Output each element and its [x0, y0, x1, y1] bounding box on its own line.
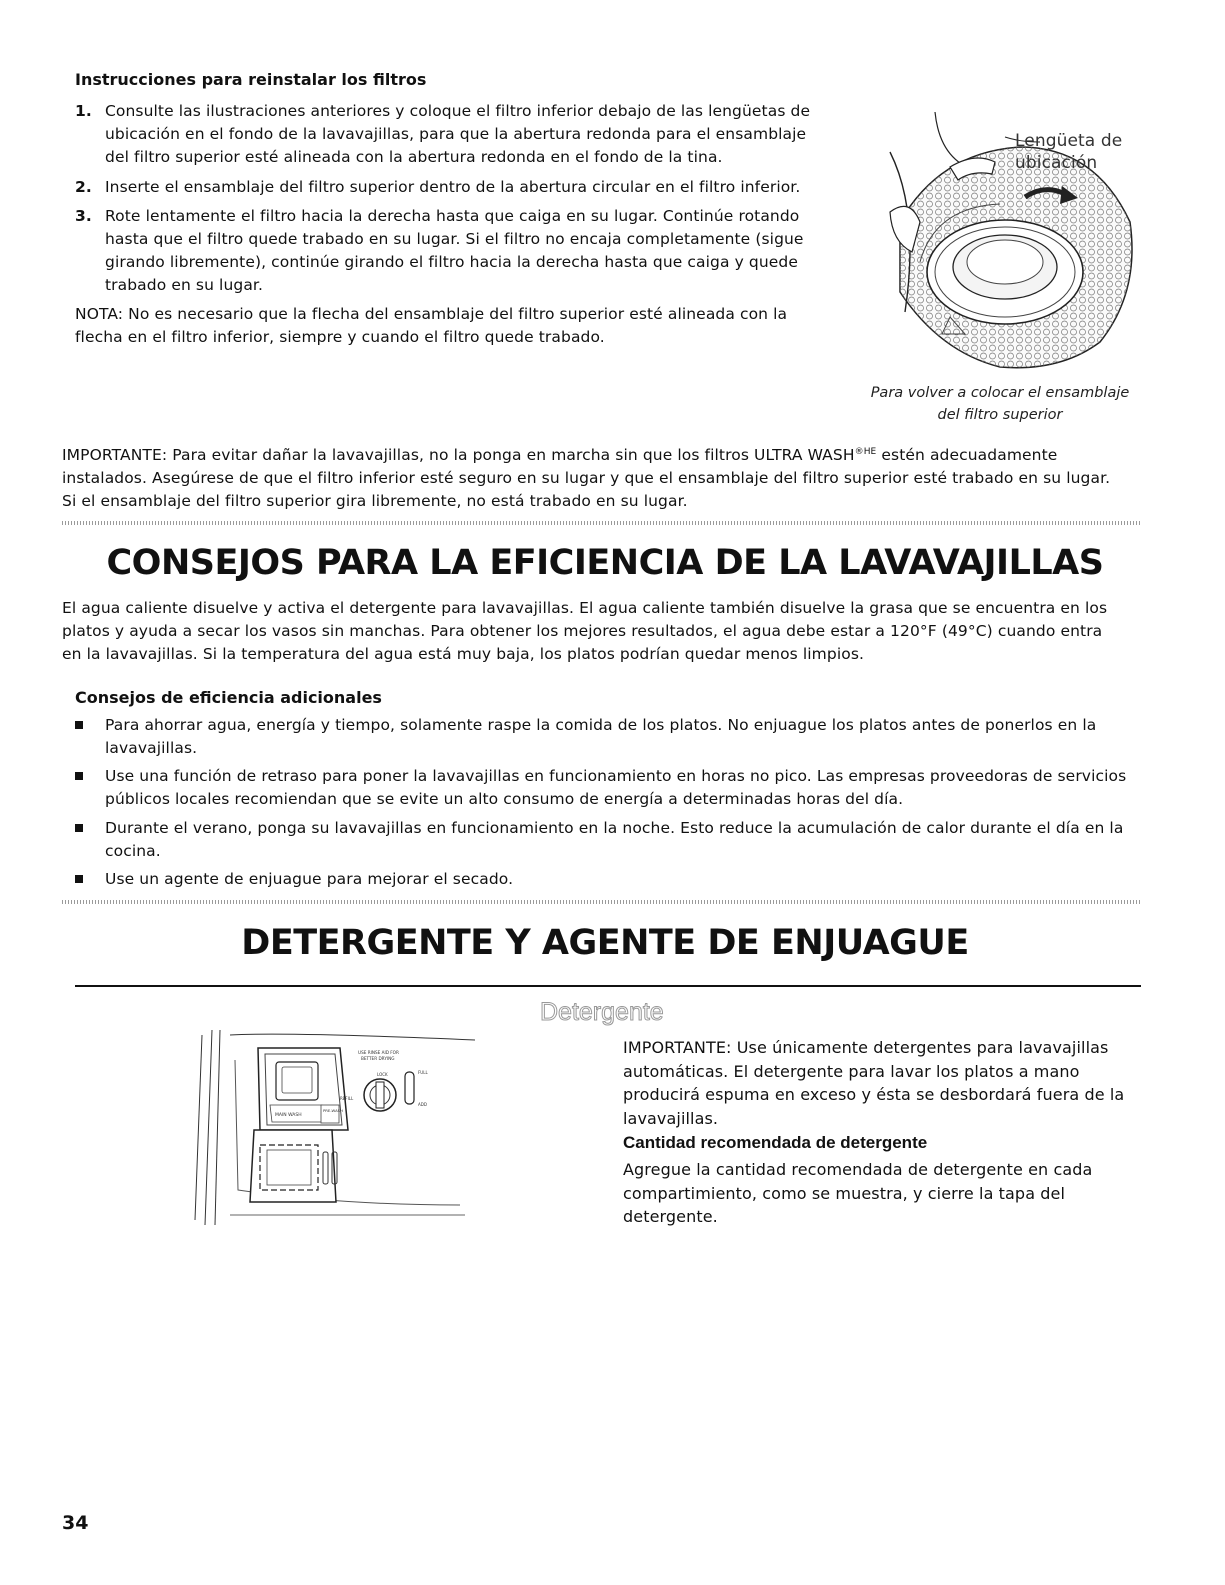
trademark-sup: ®HE: [854, 447, 877, 457]
dispenser-drawing: [190, 1030, 475, 1230]
detergent-title: DETERGENTE Y AGENTE DE ENJUAGUE: [241, 923, 969, 963]
important-line: automáticas. El detergente para lavar los platos a mano: [623, 1061, 1080, 1081]
figure-label: [1015, 130, 1122, 174]
important-label: IMPORTANTE:: [62, 446, 168, 465]
efficiency-intro: [62, 597, 1152, 666]
intro-line: platos y ayuda a secar los vasos sin manchas. Para obtener los mejores resultados, el agua debe estar a 120°F (49°C) cuando entra: [62, 622, 1103, 640]
main-wash-label: MAIN WASH: [275, 1113, 302, 1118]
detergent-important: [623, 1036, 1143, 1130]
refill-label: REFILL: [340, 1096, 354, 1101]
better-drying-label: BETTER DRYING: [361, 1056, 395, 1061]
step-line: del filtro superior esté alineada con la abertura redonda en el fondo de la tina.: [105, 148, 723, 166]
important-text: estén adecuadamente: [876, 446, 1058, 465]
bullet-line: Use un agente de enjuague para mejorar el secado.: [105, 870, 514, 888]
pre-wash-label: PRE-WASH: [323, 1108, 343, 1113]
intro-line: El agua caliente disuelve y activa el detergente para lavavajillas. El agua caliente también disuelve la grasa que se encuentra en los: [62, 599, 1108, 617]
step-line: Consulte las ilustraciones anteriores y coloque el filtro inferior debajo de las lengüetas de: [105, 102, 811, 120]
note-label: NOTA:: [75, 305, 124, 323]
amount-line: detergente.: [623, 1207, 718, 1226]
divider: [62, 521, 1142, 525]
bullet-line: públicos locales recomiendan que se evite un alto consumo de energía a determinadas horas del día.: [105, 790, 904, 808]
lock-label: LOCK: [377, 1072, 388, 1077]
step-number: 3.: [75, 207, 92, 225]
figure-label-line: ubicación: [1015, 153, 1098, 173]
step-line: hasta que el filtro quede trabado en su lugar. Si el filtro no encaja completamente (sigue: [105, 230, 804, 248]
amount-line: Agregue la cantidad recomendada de detergente en cada: [623, 1160, 1093, 1179]
step-line: ubicación en el fondo de la lavavajillas, para que la abertura redonda para el ensamblaje: [105, 125, 807, 143]
important-line: Use únicamente detergentes para lavavajillas: [731, 1038, 1109, 1057]
efficiency-title: CONSEJOS PARA LA EFICIENCIA DE LA LAVAVAJILLAS: [106, 543, 1104, 583]
bullet-icon: [75, 824, 83, 832]
bullet-icon: [75, 721, 83, 729]
add-label: ADD: [418, 1102, 427, 1107]
step-line: girando libremente), continúe girando el filtro hacia la derecha hasta que caiga y quede: [105, 253, 798, 271]
page-number: 34: [62, 1512, 89, 1534]
caption-line: del filtro superior: [937, 407, 1063, 423]
rinse-aid-label: USE RINSE AID FOR: [358, 1050, 399, 1055]
caption-line: Para volver a colocar el ensamblaje: [870, 385, 1130, 401]
reinstall-heading: Instrucciones para reinstalar los filtros: [75, 70, 427, 89]
note-line: flecha en el filtro inferior, siempre y cuando el filtro quede trabado.: [75, 328, 605, 346]
note: [75, 303, 875, 349]
detergent-subtitle: Detergente: [540, 998, 664, 1026]
figure-caption: [850, 382, 1150, 426]
important-text: Si el ensamblaje del filtro superior gira libremente, no está trabado en su lugar.: [62, 492, 688, 511]
step-number: 2.: [75, 178, 92, 196]
figure-label-line: Lengüeta de: [1015, 131, 1123, 151]
dispenser-illustration: [190, 1030, 475, 1230]
step-number: 1.: [75, 102, 92, 120]
bullet-line: Para ahorrar agua, energía y tiempo, solamente raspe la comida de los platos. No enjuague los platos antes de ponerlos en la: [105, 716, 1097, 734]
bullet-icon: [75, 875, 83, 883]
bullet-icon: [75, 772, 83, 780]
full-label: FULL: [418, 1070, 428, 1075]
section-rule: [75, 985, 1141, 987]
step-line: trabado en su lugar.: [105, 276, 263, 294]
important-text: instalados. Asegúrese de que el filtro inferior esté seguro en su lugar y que el ensamblaje del filtro superior esté trabado en su lugar.: [62, 469, 1111, 488]
bullet-line: cocina.: [105, 842, 161, 860]
intro-line: en la lavavajillas. Si la temperatura del agua está muy baja, los platos podrían quedar menos limpios.: [62, 645, 865, 663]
efficiency-subheading: Consejos de eficiencia adicionales: [75, 688, 382, 707]
amount-line: compartimiento, como se muestra, y cierre la tapa del: [623, 1183, 1066, 1203]
note-line: No es necesario que la flecha del ensamblaje del filtro superior esté alineada con la: [123, 305, 788, 323]
step-line: Inserte el ensamblaje del filtro superior dentro de la abertura circular en el filtro inferior.: [105, 178, 801, 196]
amount-text: [623, 1158, 1143, 1229]
amount-heading: Cantidad recomendada de detergente: [623, 1133, 928, 1152]
bullet-line: Durante el verano, ponga su lavavajillas en funcionamiento en la noche. Esto reduce la acumulación de calor durante el día en la: [105, 819, 1124, 837]
step-line: Rote lentamente el filtro hacia la derecha hasta que caiga en su lugar. Continúe rotando: [105, 207, 800, 225]
important-line: producirá espuma en exceso y ésta se desbordará fuera de la: [623, 1085, 1125, 1104]
bullet-line: lavavajillas.: [105, 739, 198, 757]
important-text: Para evitar dañar la lavavajillas, no la ponga en marcha sin que los filtros ULTRA WASH: [167, 446, 855, 465]
divider: [62, 900, 1142, 904]
important-note: [62, 441, 1152, 513]
important-label: IMPORTANTE:: [623, 1038, 732, 1057]
important-line: lavavajillas.: [623, 1108, 719, 1128]
bullet-line: Use una función de retraso para poner la lavavajillas en funcionamiento en horas no pico. Las empresas proveedoras de servicios: [105, 767, 1127, 785]
